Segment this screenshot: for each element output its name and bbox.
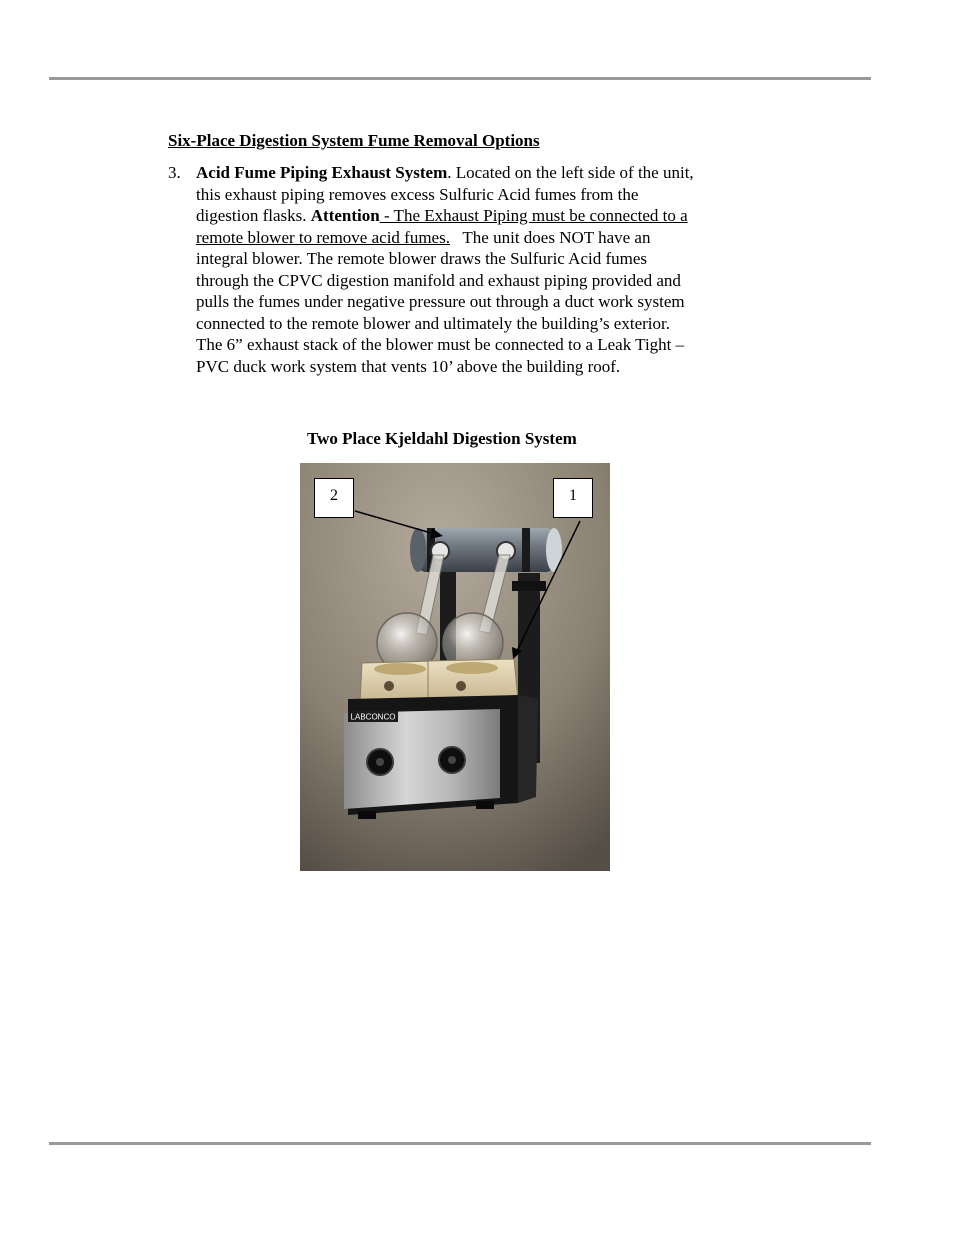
body-line-1 <box>196 162 766 184</box>
attention-text-cont: remote blower to remove acid fumes. <box>196 227 450 247</box>
list-item-number: 3. <box>168 163 181 182</box>
header-rule <box>49 77 871 80</box>
attention-label: Attention <box>310 206 380 225</box>
body-text: digestion flasks. <box>196 206 311 225</box>
digestion-system-photo <box>300 463 610 871</box>
body-line-5: integral blower. The remote blower draws the Sulfuric Acid fumes <box>196 249 648 268</box>
body-line-2: this exhaust piping removes excess Sulfuric Acid fumes from the <box>196 184 639 204</box>
figure-caption: Two Place Kjeldahl Digestion System <box>307 429 577 448</box>
callout-1: 1 <box>553 478 593 518</box>
body-line-7: pulls the fumes under negative pressure out through a duct work system <box>196 292 685 311</box>
list-item-body <box>196 162 766 377</box>
footer-rule <box>49 1142 871 1145</box>
body-line-9: The 6” exhaust stack of the blower must be connected to a Leak Tight – <box>196 335 685 354</box>
callout-2: 2 <box>314 478 354 518</box>
body-line-6: through the CPVC digestion manifold and exhaust piping provided and <box>196 270 681 290</box>
attention-text: - The Exhaust Piping must be connected to a <box>379 206 688 225</box>
body-line-8: connected to the remote blower and ultimately the building’s exterior. <box>196 313 670 333</box>
body-line-4 <box>196 227 766 249</box>
section-heading: Six-Place Digestion System Fume Removal Options <box>168 131 540 150</box>
body-text: The unit does NOT have an <box>449 227 651 247</box>
labconco-logo: LABCONCO <box>350 712 396 722</box>
body-line-3 <box>196 205 766 227</box>
body-text: . Located on the left side of the unit, <box>447 163 694 182</box>
item-title: Acid Fume Piping Exhaust System <box>196 163 448 182</box>
body-line-10: PVC duck work system that vents 10’ above the building roof. <box>196 356 621 376</box>
